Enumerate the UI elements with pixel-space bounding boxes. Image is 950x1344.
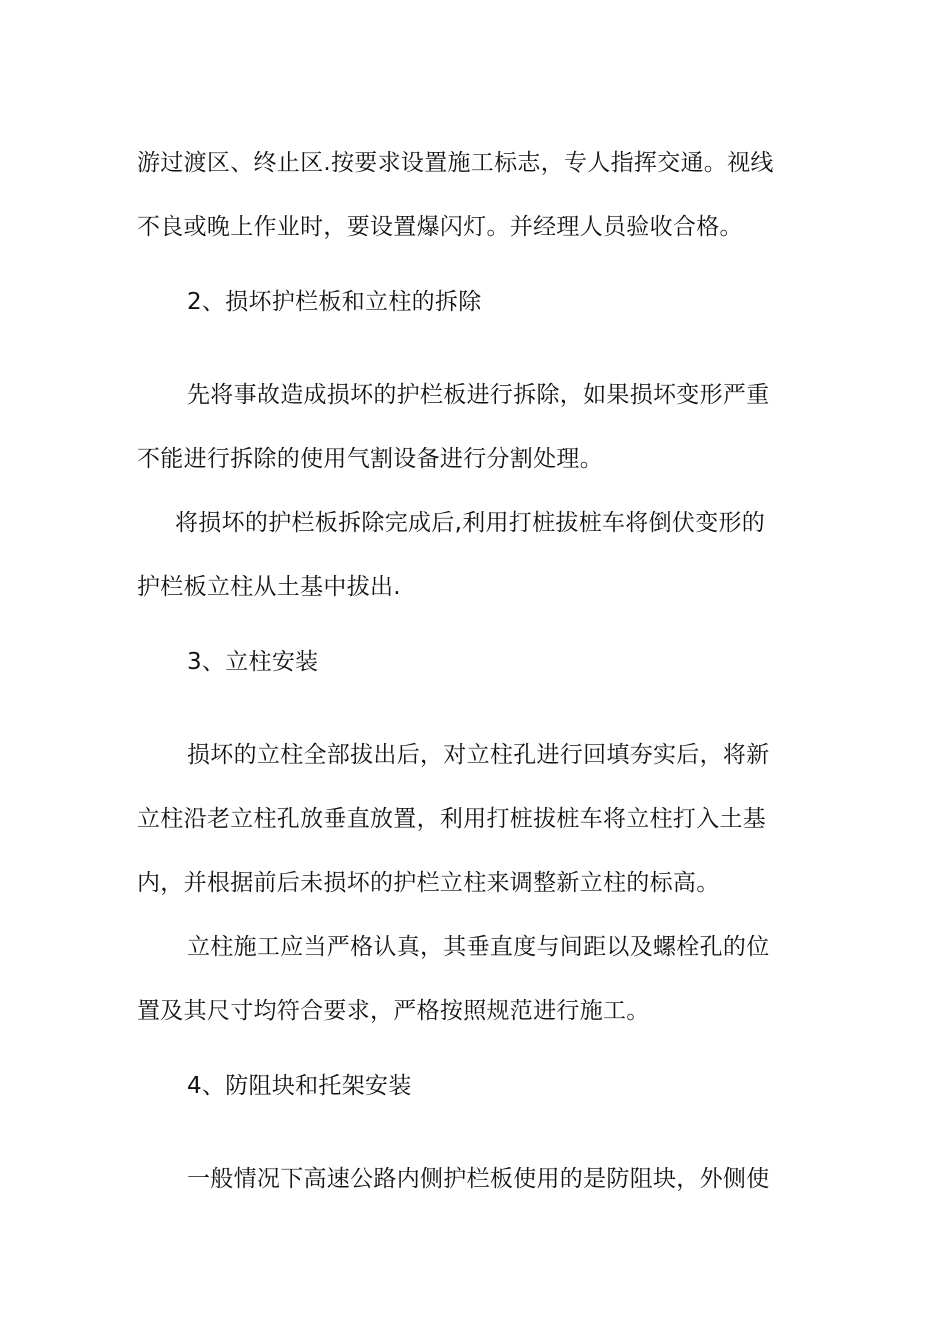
paragraph-1-line-1: 游过渡区、终止区.按要求设置施工标志，专人指挥交通。视线 — [137, 150, 774, 176]
paragraph-4-line-3: 内，并根据前后未损坏的护栏立柱来调整新立柱的标高。 — [137, 870, 720, 896]
paragraph-2-line-2: 不能进行拆除的使用气割设备进行分割处理。 — [137, 446, 603, 472]
section-heading-2: 2、损坏护栏板和立柱的拆除 — [187, 289, 482, 315]
section-heading-3: 3、立柱安装 — [187, 649, 319, 675]
paragraph-6-line-1: 一般情况下高速公路内侧护栏板使用的是防阻块，外侧使 — [187, 1166, 770, 1192]
paragraph-4-line-2: 立柱沿老立柱孔放垂直放置，利用打桩拔桩车将立柱打入土基 — [137, 806, 767, 832]
paragraph-4-line-1: 损坏的立柱全部拔出后，对立柱孔进行回填夯实后，将新 — [187, 742, 770, 768]
paragraph-3-line-2: 护栏板立柱从土基中拔出. — [137, 574, 401, 600]
paragraph-5-line-2: 置及其尺寸均符合要求，严格按照规范进行施工。 — [137, 998, 650, 1024]
paragraph-1-line-2: 不良或晚上作业时，要设置爆闪灯。并经理人员验收合格。 — [137, 214, 743, 240]
paragraph-2-line-1: 先将事故造成损坏的护栏板进行拆除，如果损坏变形严重 — [187, 382, 770, 408]
section-heading-4: 4、防阻块和托架安装 — [187, 1073, 412, 1099]
paragraph-3-line-1: 将损坏的护栏板拆除完成后,利用打桩拔桩车将倒伏变形的 — [175, 510, 766, 536]
paragraph-5-line-1: 立柱施工应当严格认真，其垂直度与间距以及螺栓孔的位 — [187, 934, 770, 960]
